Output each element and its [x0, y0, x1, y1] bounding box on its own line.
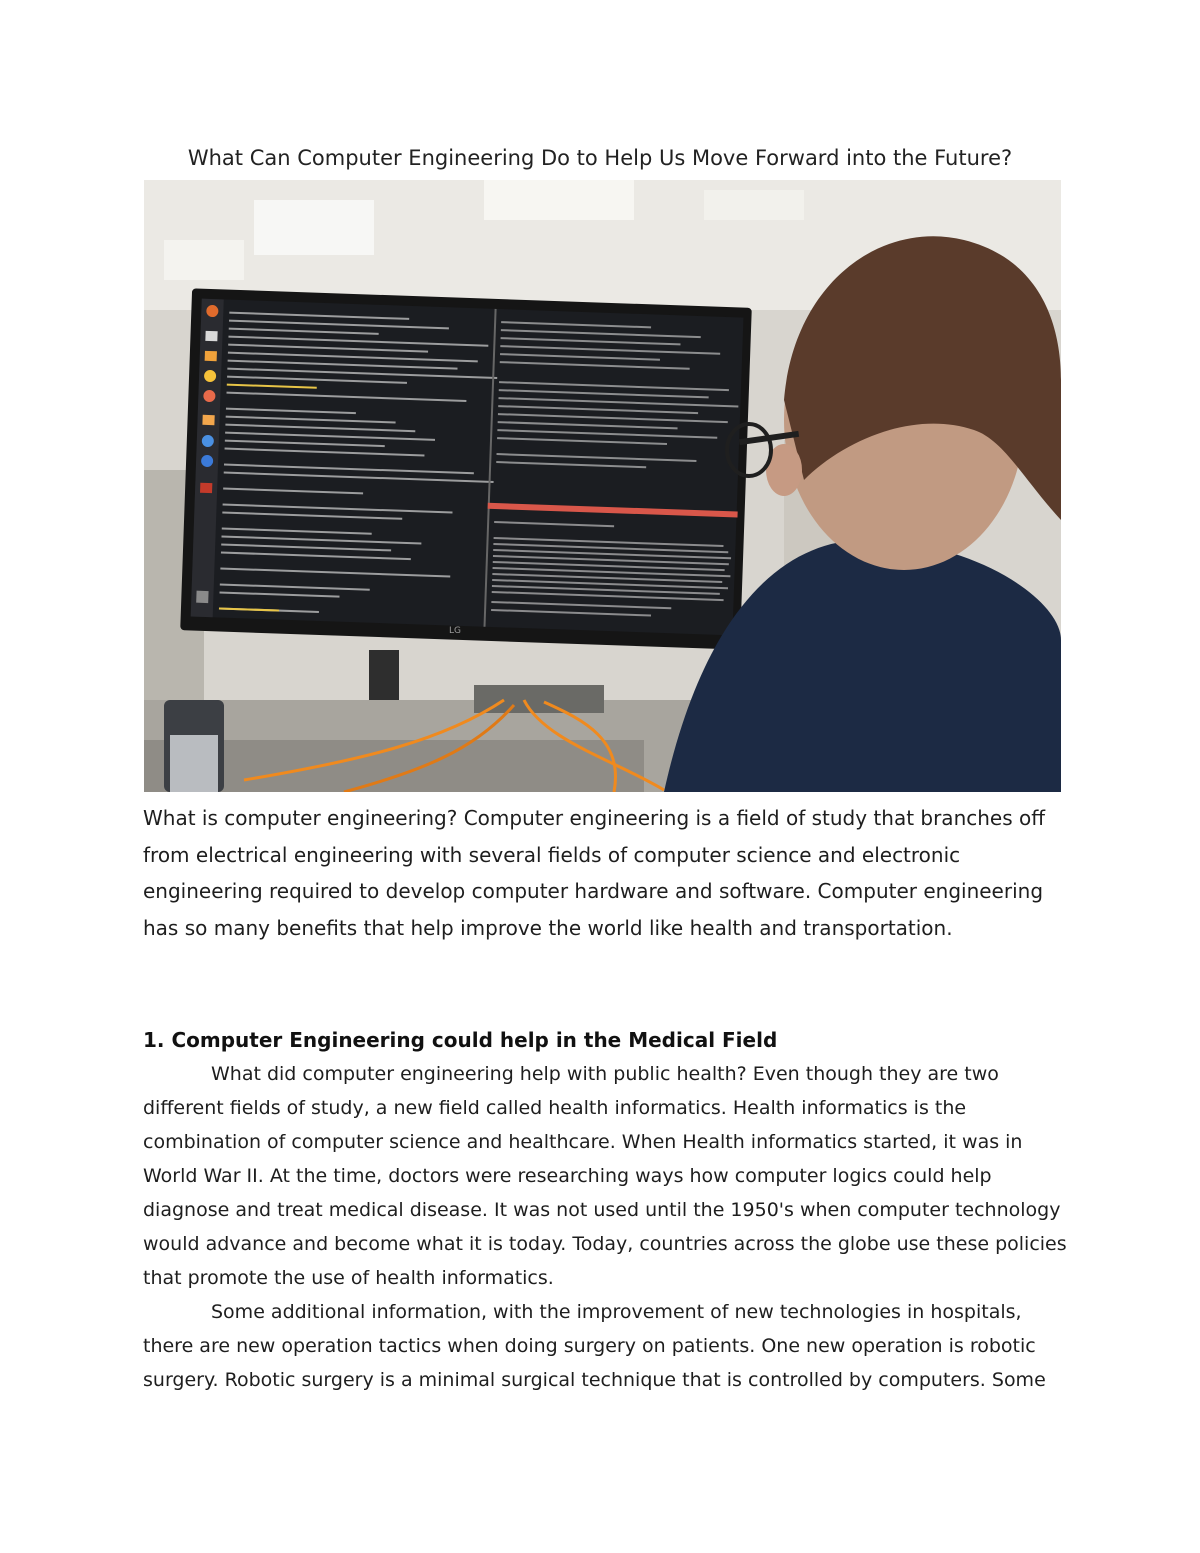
article-photo [144, 180, 1061, 792]
section-body [143, 1057, 1068, 1397]
section-heading-medical: 1. Computer Engineering could help in the Medical Field [143, 1028, 778, 1052]
intro-paragraph: What is computer engineering? Computer engineering is a field of study that branches off from electrical engineering with several fields of computer science and electronic engineering required to develop computer hardware and software. Computer engineering has so many benefits that help improve the world like health and transportation. [143, 806, 1046, 940]
section-paragraph: What did computer engineering help with public health? Even though they are two different fields of study, a new field called health informatics. Health informatics is the combination of computer science and healthcare. When Health informatics started, it was in World War II. At the time, doctors were researching ways how computer logics could help diagnose and treat medical disease. It was not used until the 1950's when computer technology would advance and become what it is today. Today, countries across the globe use these policies that promote the use of health informatics. [143, 1063, 1067, 1289]
section-paragraph: Some additional information, with the improvement of new technologies in hospitals, there are new operation tactics when doing surgery on patients. One new operation is robotic surgery. Robotic surgery is a minimal surgical technique that is controlled by computers. Some [143, 1301, 1046, 1391]
document-title: What Can Computer Engineering Do to Help Us Move Forward into the Future? [187, 146, 1013, 170]
monitor-brand-label: LG [449, 626, 461, 636]
